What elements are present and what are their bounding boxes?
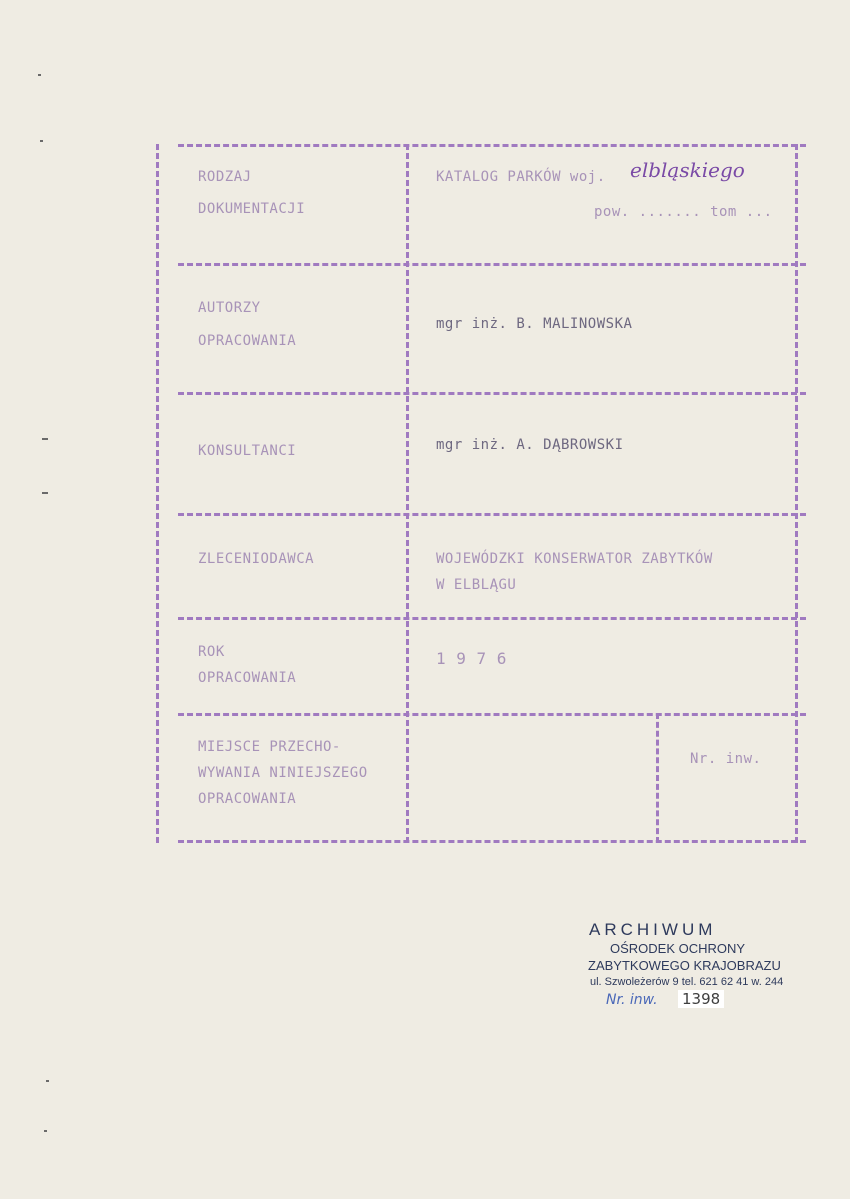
table-rule-5 [178,713,806,716]
margin-mark [40,140,43,142]
value-authors: mgr inż. B. MALINOWSKA [436,316,633,332]
margin-mark [38,74,41,76]
label-consultants: KONSULTANCI [198,443,297,459]
label-storage-line2: WYWANIA NINIEJSZEGO [198,765,368,781]
label-inventory-number: Nr. inw. [690,751,762,767]
stamp-title: ARCHIWUM [589,920,717,939]
stamp-inventory-prefix: Nr. inw. [606,992,658,1008]
label-storage-line3: OPRACOWANIA [198,791,297,807]
table-rule-1 [178,263,806,266]
margin-mark [46,1080,49,1082]
stamp-address: ul. Szwoleżerów 9 tel. 621 62 41 w. 244 [590,976,784,988]
value-catalog: KATALOG PARKÓW woj. [436,169,606,185]
table-rule-top [178,144,806,147]
label-document-type-line2: DOKUMENTACJI [198,201,306,217]
table-divider-inventory [656,713,659,843]
table-border-left [156,144,159,843]
handwritten-voivodeship: elbląskiego [630,158,745,182]
table-rule-2 [178,392,806,395]
label-year-line1: ROK [198,644,225,660]
label-storage-line1: MIEJSCE PRZECHO- [198,739,341,755]
label-commissioner: ZLECENIODAWCA [198,551,315,567]
table-rule-bottom [178,840,806,843]
label-document-type-line1: RODZAJ [198,169,252,185]
margin-mark [42,438,48,440]
stamp-line2: ZABYTKOWEGO KRAJOBRAZU [588,958,781,973]
stamp-inventory-number: 1398 [678,990,724,1008]
value-district-volume: pow. ....... tom ... [594,204,773,220]
value-commissioner-line2: W ELBLĄGU [436,577,517,593]
label-authors-line2: OPRACOWANIA [198,333,297,349]
table-rule-3 [178,513,806,516]
table-rule-4 [178,617,806,620]
value-consultants: mgr inż. A. DĄBROWSKI [436,437,624,453]
stamp-line1: OŚRODEK OCHRONY [610,941,746,956]
label-year-line2: OPRACOWANIA [198,670,297,686]
margin-mark [44,1130,47,1132]
table-border-right [795,144,798,843]
value-year: 1 9 7 6 [436,649,507,668]
margin-mark [42,492,48,494]
value-commissioner-line1: WOJEWÓDZKI KONSERWATOR ZABYTKÓW [436,551,713,567]
label-authors-line1: AUTORZY [198,300,261,316]
table-divider-middle [406,144,409,843]
